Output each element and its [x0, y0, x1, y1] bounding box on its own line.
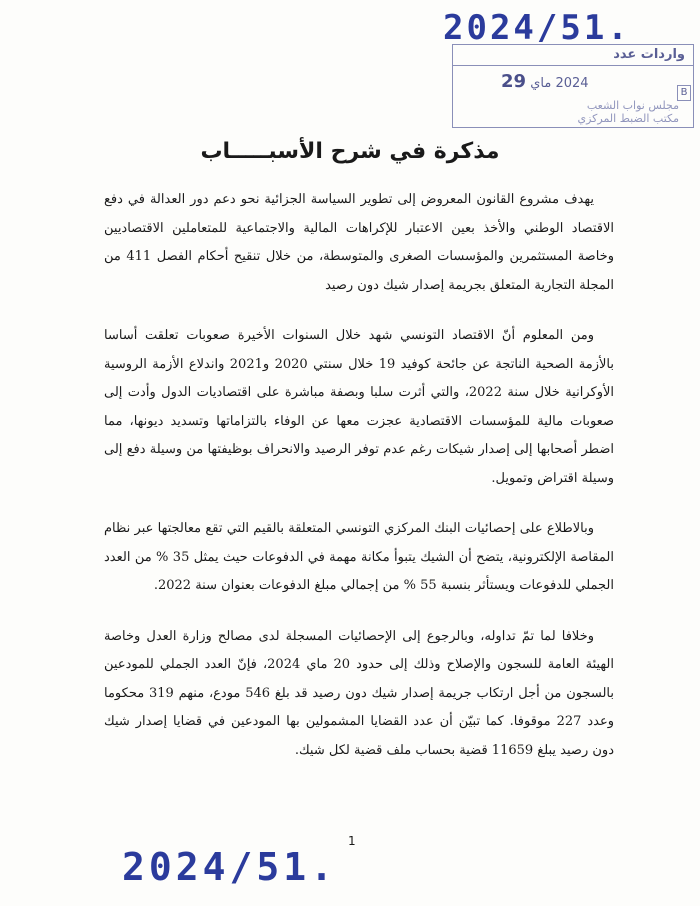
stamp-footer-line1: مجلس نواب الشعب — [586, 99, 679, 112]
document-body — [104, 186, 614, 787]
stamp-header: واردات عدد — [453, 45, 693, 66]
stamp-month: ماي — [530, 76, 552, 91]
stamp-footer-line2: مكتب الضبط المركزي — [577, 112, 679, 125]
paragraph: ومن المعلوم أنّ الاقتصاد التونسي شهد خلال السنوات الأخيرة صعوبات تعلقت أساسا بالأزمة الصحية الناتجة عن جائحة كوفيد 19 خلال سنتي 2020 و2021 واندلاع الأزمة الروسية الأوكرانية خلال سنة 2022، والتي أثرت سلبا وبصفة مباشرة على اقتصاديات الدول وأدت إلى صعوبات مالية للمؤسسات الاقتصادية عجزت معها عن الوفاء بالتزاماتها وتسديد ديونها، مما اضطر أصحابها إلى إصدار شيكات رغم عدم توفر الرصيد والانحراف بوظيفتها من وسيلة دفع إلى وسيلة اقتراض وتمويل. — [104, 328, 614, 486]
paragraph: يهدف مشروع القانون المعروض إلى تطوير السياسة الجزائية نحو دعم دور العدالة في دفع الاقتصاد الوطني والأخذ بعين الاعتبار للإكراهات المالية والاجتماعية للمتعاملين الاقتصاديين وخاصة المستثمرين والمؤسسات الصغرى والمتوسطة، من خلال تنقيح أحكام الفصل 411 من المجلة التجارية المتعلق بجريمة إصدار شيك دون رصيد — [104, 192, 614, 293]
stamp-date — [493, 71, 589, 92]
page-number: 1 — [348, 834, 356, 848]
reference-number-top: 2024/51. — [443, 8, 631, 48]
paragraph: وبالاطلاع على إحصائيات البنك المركزي التونسي المتعلقة بالقيم التي تقع معالجتها عبر نظام المقاصة الإلكترونية، يتضح أن الشيك يتبوأ مكانة مهمة في الدفوعات حيث يمثل 35 % من العدد الجملي للدفوعات ويستأثر بنسبة 55 % من إجمالي مبلغ الدفوعات بعنوان سنة 2022. — [104, 521, 614, 593]
stamp-year: 2024 — [555, 76, 589, 91]
stamp-day: 29 — [501, 71, 527, 92]
document-title: مذكرة في شرح الأسبـــــاب — [200, 139, 500, 164]
paragraph: وخلافا لما تمّ تداوله، وبالرجوع إلى الإحصائيات المسجلة لدى مصالح وزارة العدل وخاصة الهيئة العامة للسجون والإصلاح وذلك إلى حدود 20 ماي 2024، فإنّ العدد الجملي للمودعين بالسجون من أجل ارتكاب جريمة إصدار شيك دون رصيد قد بلغ 546 مودع، منهم 319 محكوما وعدد 227 موقوفا. كما تبيّن أن عدد القضايا المشمولين بها المودعين في قضايا إصدار شيك دون رصيد يبلغ 11659 قضية بحساب ملف قضية لكل شيك. — [104, 628, 614, 758]
registry-stamp — [452, 44, 694, 128]
reference-number-bottom: 2024/51. — [122, 845, 338, 889]
stamp-box-letter: B — [677, 85, 691, 101]
stamp-footer — [453, 99, 693, 125]
